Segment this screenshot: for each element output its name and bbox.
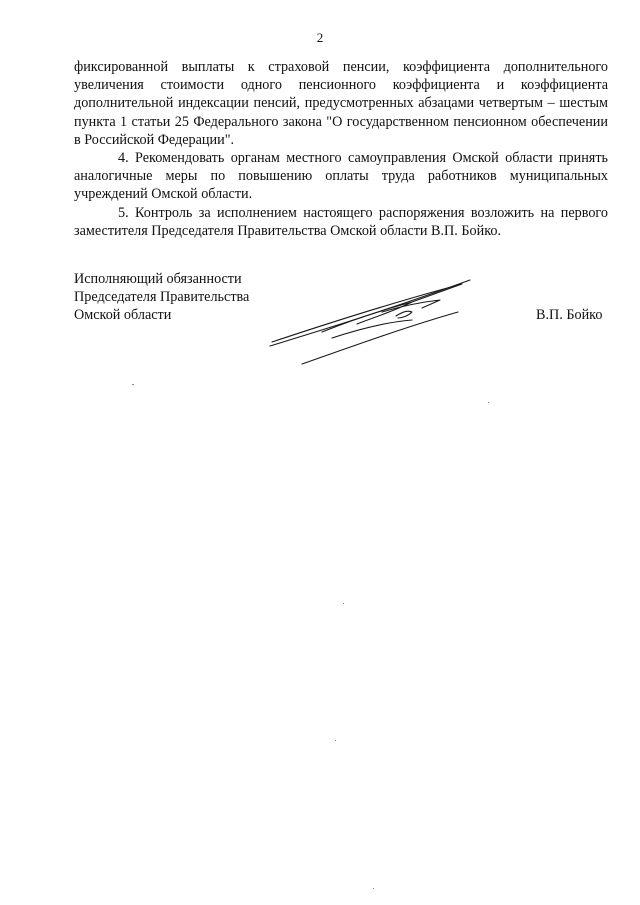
paragraph-item-4: 4. Рекомендовать органам местного самоуправления Омской области принять аналогичные меры по повышению оплаты труда работников муниципальных учреждений Омской области.: [74, 150, 608, 203]
handwritten-signature: [262, 272, 477, 372]
scan-speck: [373, 888, 374, 889]
document-body: [74, 58, 608, 240]
signatory-position-title: Исполняющий обязанности Председателя Правительства Омской области: [74, 271, 250, 324]
scan-speck: [132, 384, 134, 385]
page-number: 2: [316, 30, 324, 45]
signer-name: В.П. Бойко: [536, 307, 603, 323]
scan-speck: [343, 603, 344, 604]
scan-speck: [488, 402, 489, 403]
paragraph-item-5: 5. Контроль за исполнением настоящего распоряжения возложить на первого заместителя Председателя Правительства Омской области В.П. Бойко.: [74, 204, 608, 239]
paragraph-continuation: фиксированной выплаты к страховой пенсии, коэффициента дополнительного увеличения стоимости одного пенсионного коэффициента и коэффициента дополнительной индексации пенсий, предусмотренных абзацами четвертым – шестым пункта 1 статьи 25 Федерального закона "О государственном пенсионном обеспечении в Российской Федерации".: [74, 59, 608, 148]
scan-speck: [335, 740, 336, 741]
